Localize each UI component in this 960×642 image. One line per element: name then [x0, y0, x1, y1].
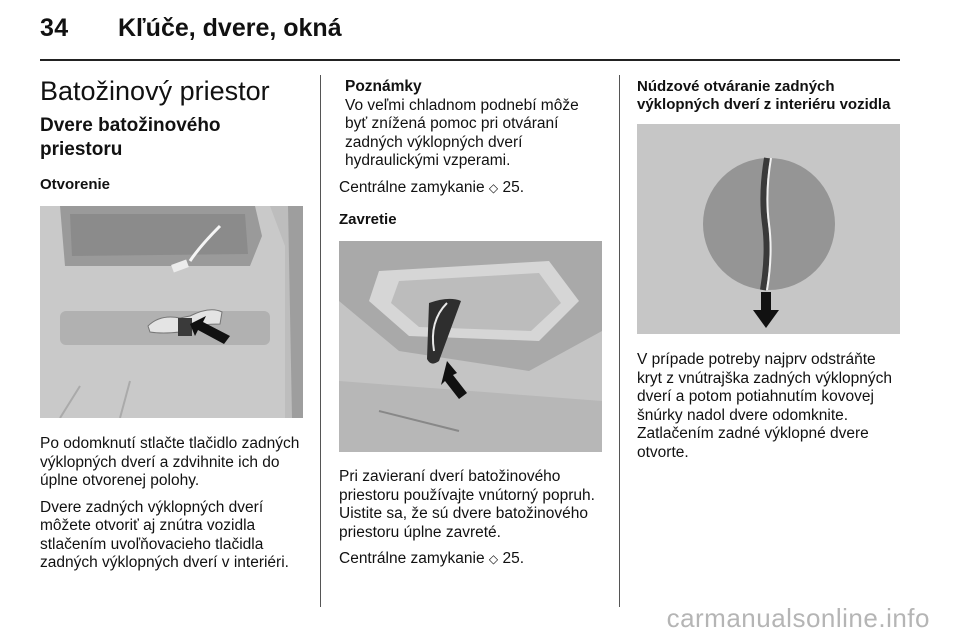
sub-title: Dvere batožinového priestoru [40, 115, 221, 160]
column-divider-2 [619, 75, 620, 607]
watermark: carmanualsonline.info [666, 603, 930, 633]
ref-text: Centrálne zamykanie [339, 178, 485, 196]
heading-closing: Zavretie [339, 211, 397, 228]
ref-page: 25. [502, 178, 525, 196]
figure-tailgate-strap [339, 241, 602, 452]
column-divider-1 [320, 75, 321, 607]
emergency-release-illustration [637, 124, 900, 334]
page-number: 34 [40, 14, 69, 42]
paragraph-emergency: V prípade potreby najprv odstráňte kryt z vnútrajška zadných výklopných dverí a potom potiahnutím kovovej šnúrky nadol dvere odomknite. Zatlačením zadné výklopné dvere otvorte. [637, 351, 892, 461]
heading-line-1: Núdzové otváranie zadných [637, 78, 835, 95]
note-text: Vo veľmi chladnom podnebí môže byť znížená pomoc pri otváraní zadných výklopných dverí hydraulickými vzperami. [345, 96, 579, 169]
paragraph-opening-2: Dvere zadných výklopných dverí môžete otvoriť aj znútra vozidla stlačením uvoľňovacieho tlačidla zadných výklopných dverí v interiéri. [40, 498, 289, 571]
chapter-title: Kľúče, dvere, okná [118, 14, 342, 42]
tailgate-handle-illustration [40, 206, 303, 418]
column-2 [339, 78, 603, 577]
ref-page: 25. [502, 550, 525, 567]
tailgate-strap-illustration [339, 241, 602, 452]
column-1 [40, 74, 305, 581]
heading-emergency-opening [637, 78, 903, 114]
heading-line-2: výklopných dverí z interiéru vozidla [637, 96, 891, 113]
heading-opening: Otvorenie [40, 176, 111, 193]
page-reference-icon: ◇ [488, 552, 499, 566]
note-box [339, 78, 603, 171]
cross-reference-2 [339, 550, 603, 569]
cross-reference-1 [339, 179, 603, 198]
header-rule [40, 59, 900, 61]
section-title: Batožinový priestor [40, 76, 270, 106]
ref-text: Centrálne zamykanie [339, 550, 485, 567]
note-title: Poznámky [345, 78, 422, 95]
figure-tailgate-handle [40, 206, 303, 418]
paragraph-closing: Pri zavieraní dverí batožinového priestoru používajte vnútorný popruh. Uistite sa, že sú dvere batožinového priestoru úplne zavreté. [339, 468, 595, 541]
paragraph-opening-1: Po odomknutí stlačte tlačidlo zadných výklopných dverí a zdvihnite ich do úplne otvorenej polohy. [40, 435, 300, 489]
page-reference-icon: ◇ [488, 180, 499, 195]
figure-emergency-release [637, 124, 900, 334]
column-3 [637, 78, 903, 470]
